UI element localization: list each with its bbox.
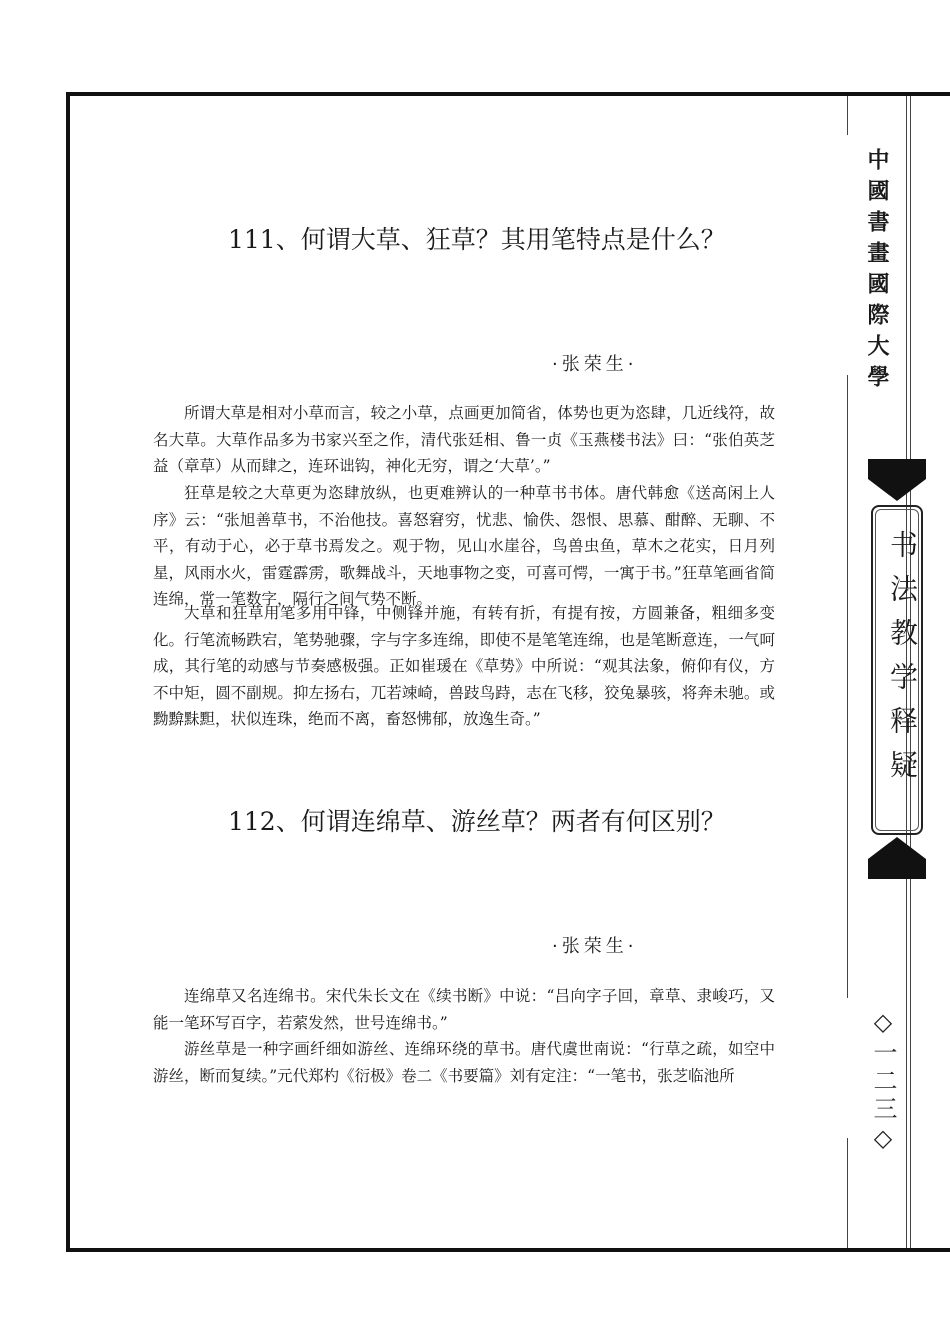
page-frame-top [66, 92, 950, 96]
question-111-author: ·张荣生· [552, 354, 638, 375]
page-frame-left [66, 92, 70, 1252]
publisher-name: 中國書畫國際大學 [864, 148, 889, 396]
question-111-paragraph-3: 大草和狂草用笔多用中锋，中侧锋并施，有转有折，有提有按，方圆兼备，粗细多变化。行笔流畅跌宕，笔势驰骤，字与字多连绵，即使不是笔笔连绵，也是笔断意连，一气呵成，其行笔的动感与节奏感极强。正如崔瑗在《草势》中所说：“观其法象，俯仰有仪，方不中矩，圆不副规。抑左扬右，兀若竦崎，兽跂鸟跱，志在飞移，狡兔暴骇，将奔未驰。或黝黭䵢䵣，状似连珠，绝而不离，畜怒怫郁，放逸生奇。” [153, 604, 775, 729]
question-112-title: 112、何谓连绵草、游丝草？两者有何区别？ [228, 807, 726, 836]
question-112-paragraph-1: 连绵草又名连绵书。宋代朱长文在《续书断》中说：“吕向字子回，章草、隶峻巧，又能一笔环写百字，若萦发然，世号连绵书。” [153, 987, 775, 1032]
section-band-top-point [868, 479, 926, 501]
question-111-paragraph-2: 狂草是较之大草更为恣肆放纵，也更难辨认的一种草书书体。唐代韩愈《送高闲上人序》云：“张旭善草书，不治他技。喜怒窘穷，忧悲、愉佚、怨恨、思慕、酣醉、无聊、不平，有动于心，必于草书焉发之。观于物，见山水崖谷，鸟兽虫鱼，草木之花实，日月列星，风雨水火，雷霆霹雳，歌舞战斗，天地事物之变，可喜可愕，一寓于书。”狂草笔画省简连绵，常一笔数字，隔行之间气势不断。 [153, 484, 775, 609]
question-111-title: 111、何谓大草、狂草？其用笔特点是什么？ [228, 225, 726, 254]
page-frame-bottom [66, 1248, 950, 1252]
question-111-paragraph-1: 所谓大草是相对小草而言，较之小草，点画更加简省，体势也更为恣肆，几近线符，故名大草。大草作品多为书家兴至之作，清代张廷相、鲁一贞《玉燕楼书法》曰：“张伯英芝益（章草）从而肆之，连环诎钩，神化无穷，谓之‘大草’。” [153, 404, 775, 476]
section-title: 书法教学释疑 [886, 530, 919, 794]
section-band-bottom [868, 859, 926, 879]
section-band-bottom-point [868, 837, 926, 859]
section-band-top [868, 459, 926, 479]
question-112-paragraph-2: 游丝草是一种字画纤细如游丝、连绵环绕的草书。唐代虞世南说：“行草之疏，如空中游丝，断而复续。”元代郑杓《衍极》卷二《书要篇》刘有定注：“一笔书，张芝临池所 [153, 1040, 775, 1085]
page-number: ◇一二三◇ [869, 1008, 897, 1156]
question-112-author: ·张荣生· [552, 936, 638, 957]
